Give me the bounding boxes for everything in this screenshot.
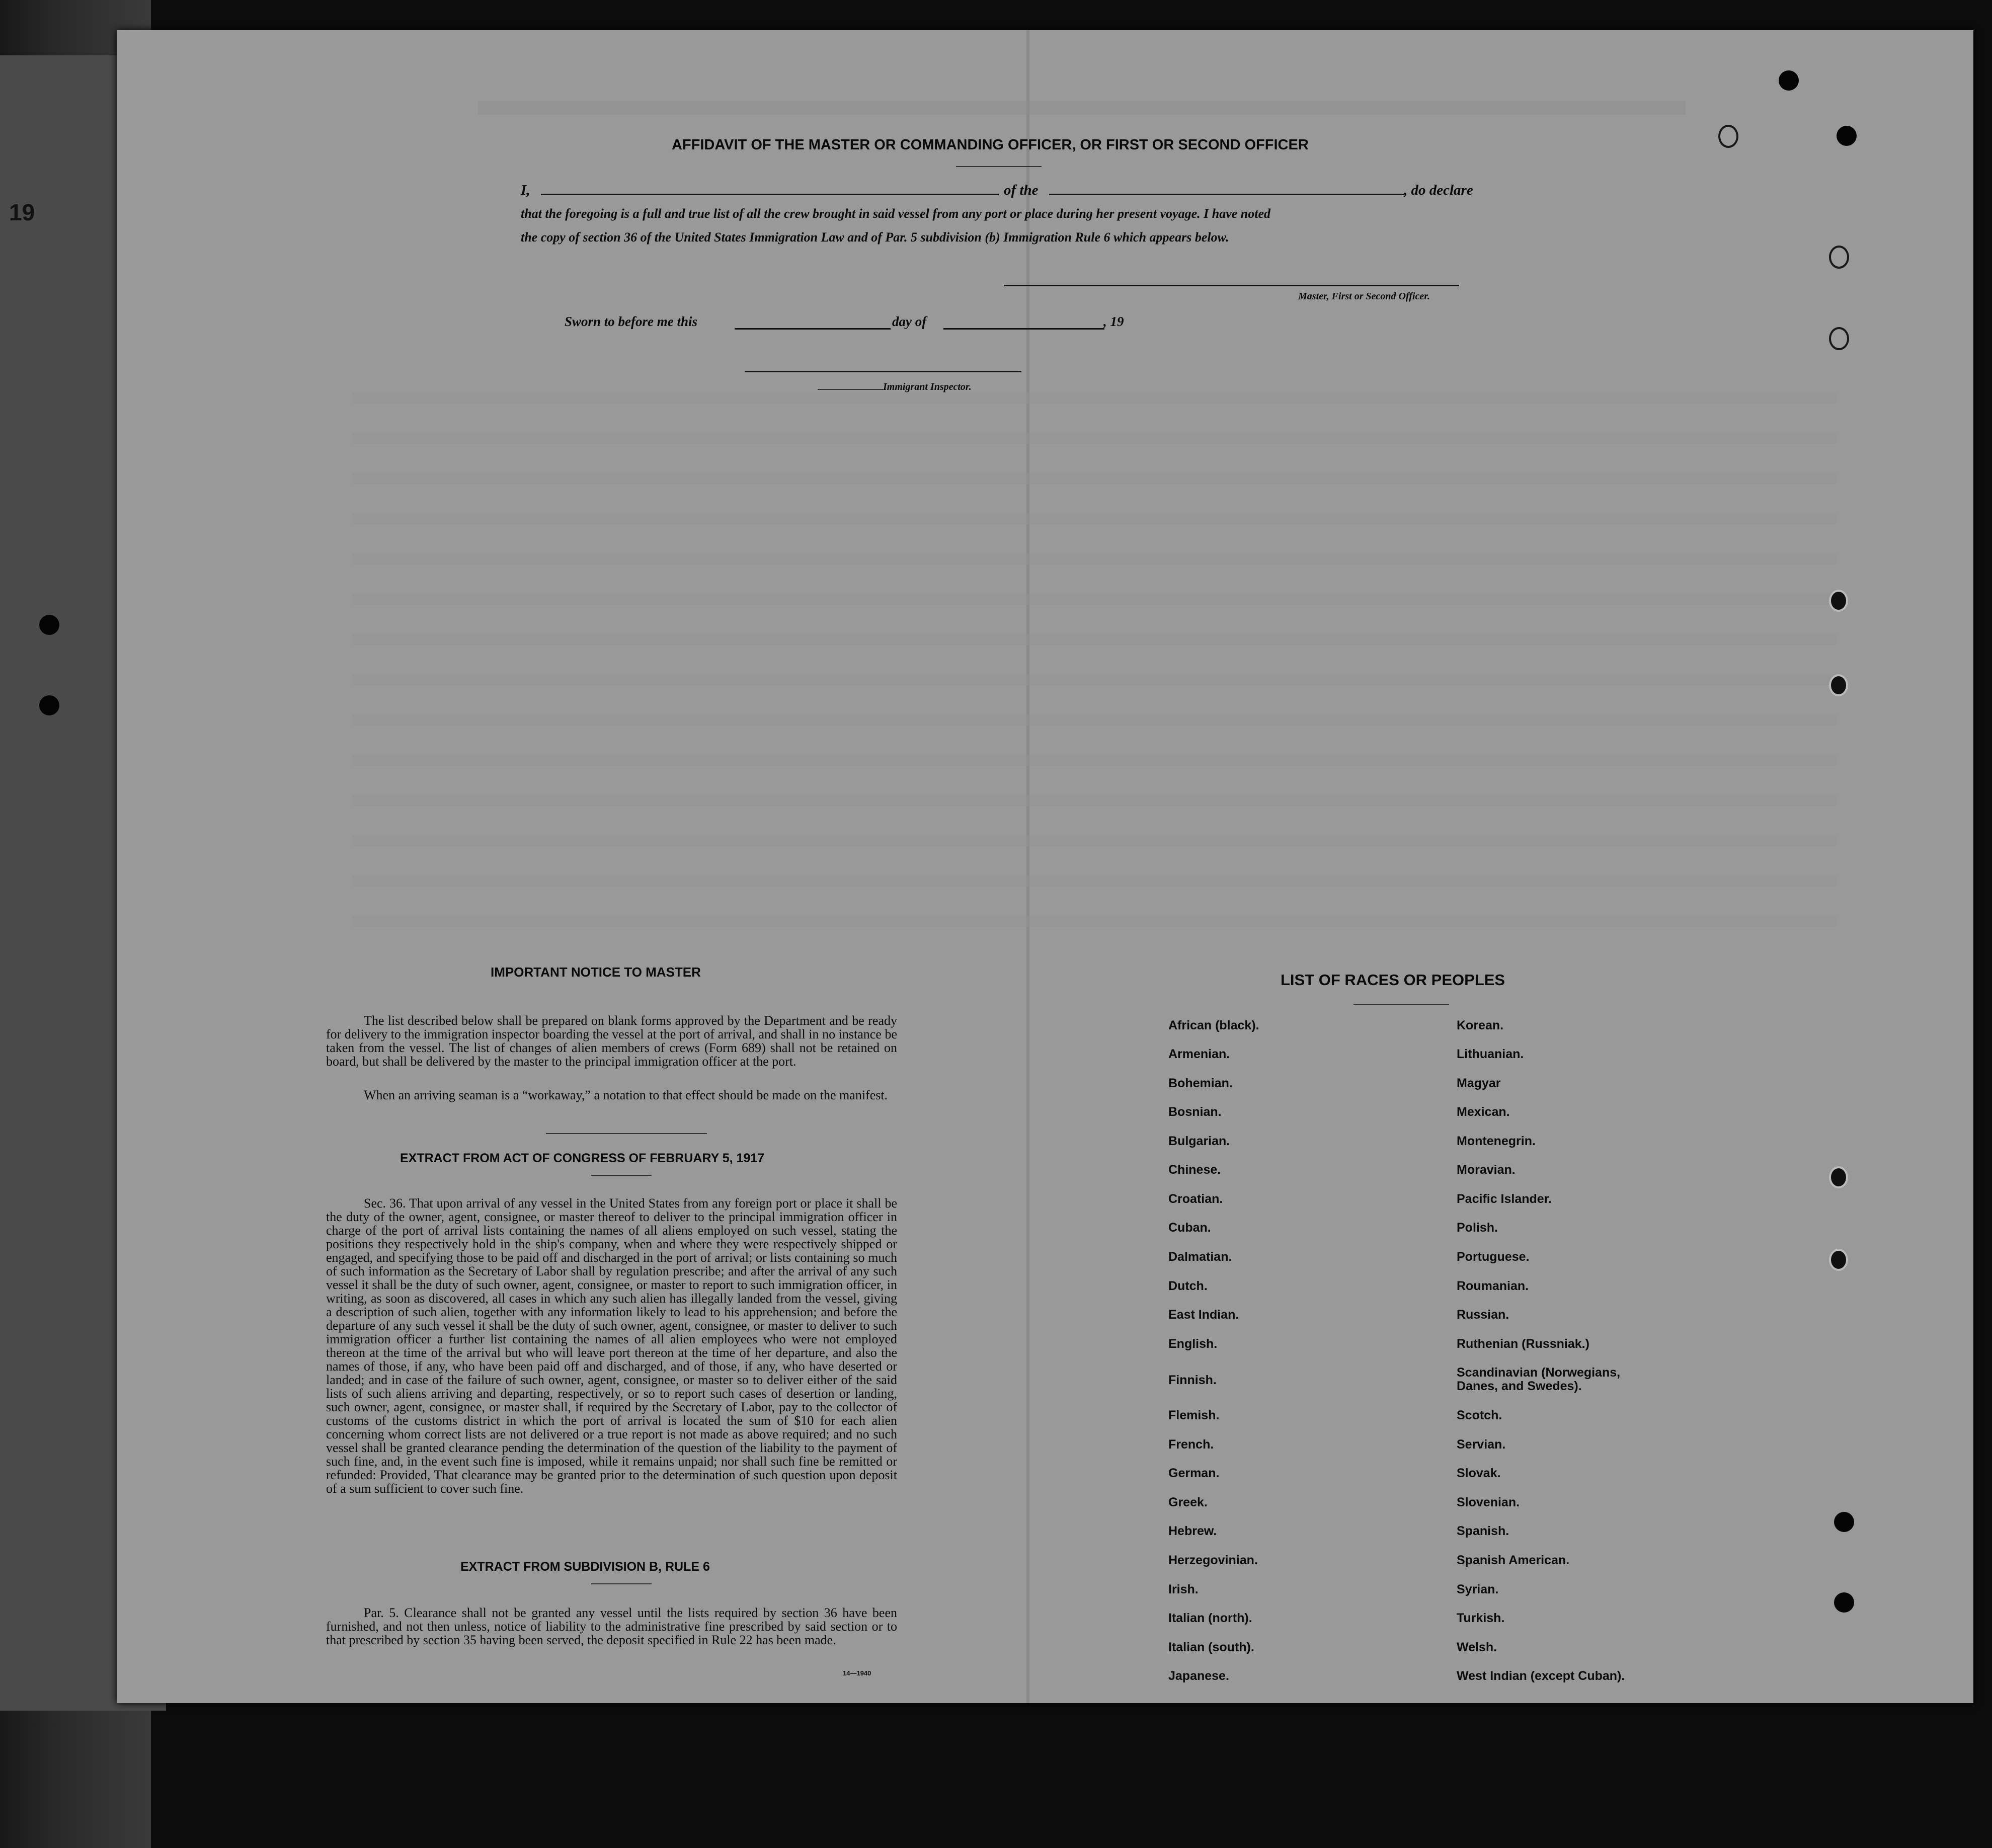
punch-hole	[39, 695, 59, 715]
punch-hole	[1779, 70, 1799, 91]
affidavit-of-the: of the	[1004, 182, 1039, 198]
affidavit-title-rule	[956, 166, 1042, 167]
race-entry: Scotch.	[1457, 1408, 1502, 1422]
punch-hole	[1829, 674, 1848, 696]
race-entry: Scandinavian (Norwegians, Danes, and Swedes).	[1457, 1365, 1621, 1393]
race-entry: Pacific Islander.	[1457, 1192, 1552, 1206]
master-signature-label: Master, First or Second Officer.	[1298, 291, 1430, 302]
race-entry: Dutch.	[1168, 1279, 1208, 1293]
punch-hole	[1718, 125, 1738, 148]
race-entry: Lithuanian.	[1457, 1047, 1524, 1061]
notice-paragraph-2: When an arriving seaman is a “workaway,” a notation to that effect should be made on the manifest.	[364, 1088, 888, 1102]
race-entry: Ruthenian (Russniak.)	[1457, 1337, 1589, 1351]
race-entry: Syrian.	[1457, 1582, 1499, 1596]
race-entry: Croatian.	[1168, 1192, 1223, 1206]
race-entry: Bulgarian.	[1168, 1134, 1230, 1148]
race-entry: Finnish.	[1168, 1373, 1217, 1387]
race-entry: Japanese.	[1168, 1669, 1229, 1683]
punch-hole	[1829, 590, 1848, 612]
affidavit-title: AFFIDAVIT OF THE MASTER OR COMMANDING OFFICER, OR FIRST OR SECOND OFFICER	[672, 137, 1309, 153]
inspector-signature-blank[interactable]	[745, 371, 1021, 372]
race-entry: Slovak.	[1457, 1466, 1501, 1480]
race-entry: Cuban.	[1168, 1221, 1211, 1235]
race-entry: Polish.	[1457, 1221, 1498, 1235]
race-entry: Roumanian.	[1457, 1279, 1529, 1293]
punch-hole	[1829, 246, 1849, 269]
race-entry: Bosnian.	[1168, 1105, 1222, 1119]
race-entry: African (black).	[1168, 1018, 1259, 1032]
race-entry: Bohemian.	[1168, 1076, 1233, 1090]
race-entry: Chinese.	[1168, 1163, 1221, 1177]
inspector-label: Immigrant Inspector.	[883, 381, 972, 392]
punch-hole	[39, 615, 59, 635]
race-entry: Irish.	[1168, 1582, 1199, 1596]
extract-rule-rule	[591, 1583, 652, 1584]
races-title: LIST OF RACES OR PEOPLES	[1281, 971, 1505, 989]
race-entry: Armenian.	[1168, 1047, 1230, 1061]
notice-paragraph-1: The list described below shall be prepared on blank forms approved by the Department and be ready for delivery to the immigration inspector boarding the vessel at the port of arrival, and shall in no instance be taken from the vessel. The list of changes of alien members of crews (Form 689) shall not be retained on board, but shall be delivered by the master to the principal immigration officer at the port.	[326, 1013, 897, 1069]
extract-rule-title: EXTRACT FROM SUBDIVISION B, RULE 6	[460, 1560, 710, 1574]
race-entry: Welsh.	[1457, 1640, 1497, 1654]
race-entry: Spanish.	[1457, 1524, 1509, 1538]
race-entry: Turkish.	[1457, 1611, 1505, 1625]
affidavit-i: I,	[521, 182, 530, 198]
year-prefix: , 19	[1103, 314, 1124, 329]
punch-hole	[1834, 1512, 1854, 1532]
extract-rule-body: Par. 5. Clearance shall not be granted any vessel until the lists required by section 36 have been furnished, and not then unless, notice of liability to the administrative fine prescribed by said section or to that prescribed by section 35 having been served, the deposit specified in Rule 22 has been made.	[326, 1605, 897, 1647]
underlying-sheet-year: 19	[9, 199, 35, 225]
race-entry: English.	[1168, 1337, 1218, 1351]
notice-divider	[546, 1133, 707, 1134]
race-entry: Mexican.	[1457, 1105, 1510, 1119]
day-of-label: day of	[892, 314, 927, 329]
race-entry: Portuguese.	[1457, 1250, 1530, 1264]
sworn-label: Sworn to before me this	[565, 314, 698, 329]
extract-act-title: EXTRACT FROM ACT OF CONGRESS OF FEBRUARY 5, 1917	[400, 1151, 765, 1165]
race-entry: Italian (north).	[1168, 1611, 1252, 1625]
race-entry: West Indian (except Cuban).	[1457, 1669, 1625, 1683]
vessel-name-blank[interactable]	[1049, 194, 1404, 195]
race-entry: Hebrew.	[1168, 1524, 1217, 1538]
punch-hole	[1829, 1166, 1848, 1188]
sworn-month-blank[interactable]	[943, 328, 1104, 330]
extract-act-body: Sec. 36. That upon arrival of any vessel in the United States from any foreign port or place it shall be the duty of the owner, agent, consignee, or master thereof to deliver to the principal immigration officer in charge of the port of arrival lists containing the names of all aliens employed on such vessel, stating the positions they respectively hold in the ship's company, when and where they were respectively shipped or engaged, and specifying those to be paid off and discharged in the port of arrival; or lists containing so much of such information as the Secretary of Labor shall by regulation prescribe; and after the arrival of any such vessel it shall be the duty of such owner, agent, consignee, or master to report to such immigration officer, in writing, as soon as discovered, all cases in which any such alien has illegally landed from the vessel, giving a description of such alien, together with any information likely to lead to his apprehension; and before the departure of any such vessel it shall be the duty of such owner, agent, consignee, or master to deliver to such immigration officer a further list containing the names of all alien employees who were not employed thereon at the time of the arrival but who will leave port thereon at the time of her departure, and also the names of those, if any, who have been paid off and discharged, and of those, if any, who have deserted or landed; and in case of the failure of such owner, agent, consignee, or master so to deliver either of the said lists of such aliens arriving and departing, respectively, or so to report such cases of desertion or landing, such owner, agent, consignee, or master shall, if required by the Secretary of Labor, pay to the collector of customs of the customs district in which the port of arrival is located the sum of $10 for each alien concerning whom correct lists are not delivered or a true report is not made as above required; and no such vessel shall be granted clearance pending the determination of the question of the liability to the payment of such fine, and, in the event such fine is imposed, while it remains unpaid; nor shall such fine be remitted or refunded: Provided, That clearance may be granted prior to the determination of such question upon deposit of a sum sufficient to cover such fine.	[326, 1196, 897, 1496]
affidavit-do-declare: , do declare	[1404, 182, 1473, 198]
punch-hole	[1834, 1592, 1854, 1613]
race-entry: Dalmatian.	[1168, 1250, 1232, 1264]
master-signature-blank[interactable]	[1004, 285, 1459, 286]
inspector-label-rule	[818, 389, 883, 390]
affidavit-statement-line3: the copy of section 36 of the United States Immigration Law and of Par. 5 subdivision (b) Immigration Rule 6 which appears below.	[521, 230, 1229, 245]
notice-title: IMPORTANT NOTICE TO MASTER	[491, 965, 701, 980]
race-entry: Flemish.	[1168, 1408, 1220, 1422]
extract-act-rule	[591, 1175, 652, 1176]
race-entry: Slovenian.	[1457, 1495, 1520, 1509]
race-entry: East Indian.	[1168, 1308, 1239, 1322]
race-entry: Korean.	[1457, 1018, 1504, 1032]
page-fold	[1026, 30, 1029, 1703]
race-entry: Herzegovinian.	[1168, 1553, 1258, 1567]
race-entry: Russian.	[1457, 1308, 1509, 1322]
race-entry: Montenegrin.	[1457, 1134, 1536, 1148]
race-entry: German.	[1168, 1466, 1220, 1480]
affidavit-statement-line2: that the foregoing is a full and true list of all the crew brought in said vessel from any port or place during her present voyage. I have noted	[521, 206, 1271, 221]
punch-hole	[1829, 327, 1849, 350]
sworn-day-blank[interactable]	[735, 328, 891, 330]
race-entry: Moravian.	[1457, 1163, 1516, 1177]
race-entry: Italian (south).	[1168, 1640, 1254, 1654]
form-number: 14—1940	[843, 1669, 871, 1677]
race-entry: Spanish American.	[1457, 1553, 1570, 1567]
race-entry: Magyar	[1457, 1076, 1501, 1090]
races-title-rule	[1353, 1004, 1449, 1005]
punch-hole	[1829, 1249, 1848, 1271]
race-entry: Servian.	[1457, 1437, 1506, 1452]
master-name-blank[interactable]	[541, 194, 999, 195]
race-entry: French.	[1168, 1437, 1214, 1452]
punch-hole	[1837, 126, 1857, 146]
race-entry: Greek.	[1168, 1495, 1208, 1509]
